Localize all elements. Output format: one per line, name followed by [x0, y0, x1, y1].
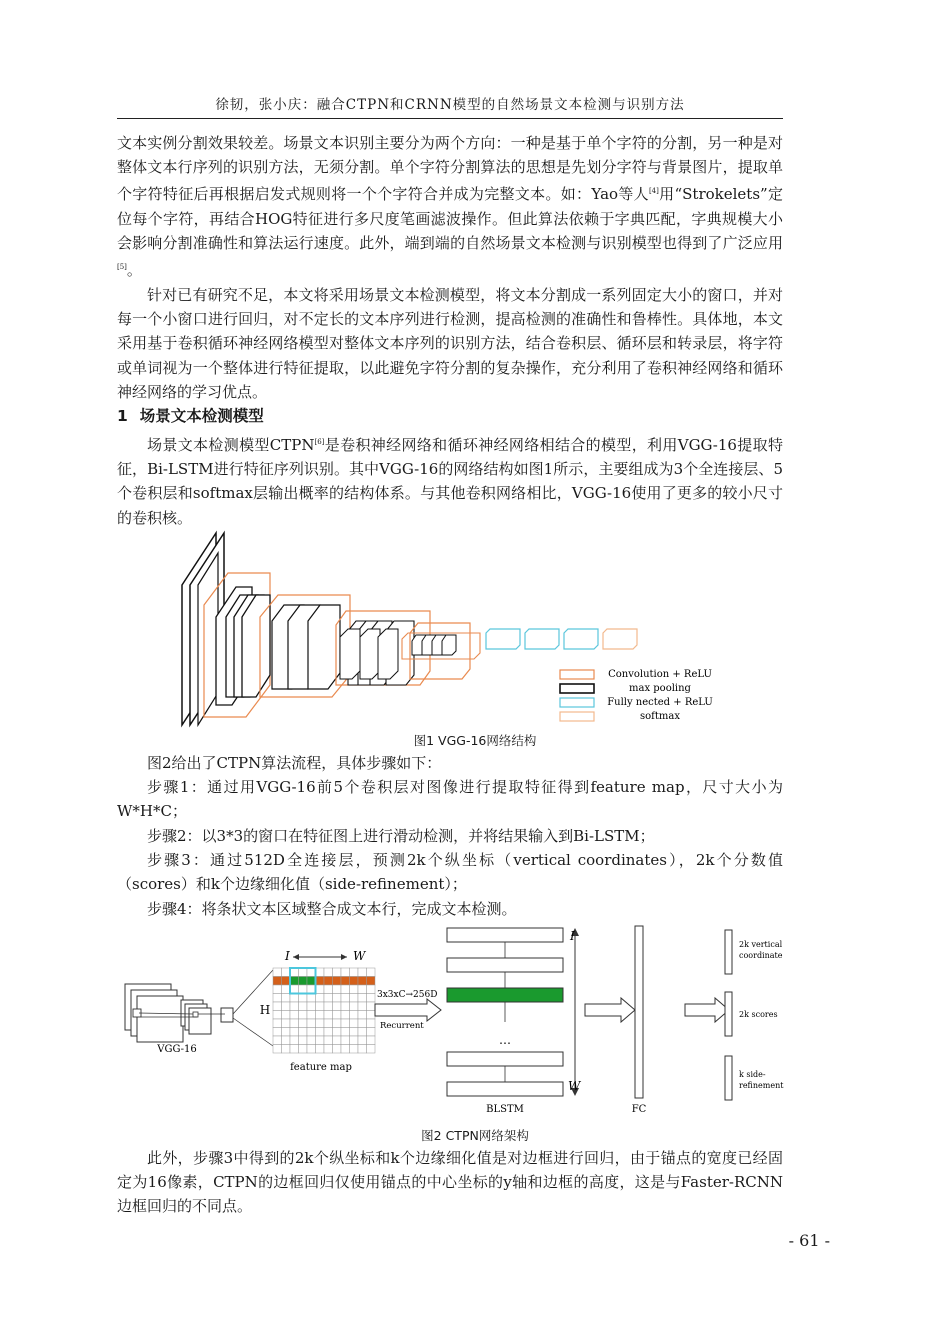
grid-cell [341, 977, 350, 986]
grid-cell [324, 977, 333, 986]
grid-cell [273, 1036, 282, 1045]
grid-cell [324, 1011, 333, 1020]
blstm-label: BLSTM [486, 1104, 524, 1115]
grid-cell [358, 968, 367, 977]
fc-section [585, 926, 729, 1115]
grid-cell [341, 985, 350, 994]
grid-cell [324, 968, 333, 977]
grid-cell [290, 1045, 299, 1054]
grid-cell [290, 1002, 299, 1011]
w-arrow-label: W [353, 949, 366, 963]
grid-cell [307, 985, 316, 994]
feature-map-grid [260, 949, 375, 1073]
grid-cell [282, 985, 291, 994]
grid-cell [273, 968, 282, 977]
grid-cell [367, 994, 376, 1003]
paragraph-5: 此外，步骤3中得到的2k个纵坐标和k个边缘细化值是对边框进行回归，由于锚点的宽度已经固定为16像素，CTPN的边框回归仅使用锚点的中心坐标的y轴和边框的高度，这是与Faster-RCNN边框回归的不同点。 [117, 1149, 783, 1216]
grid-cell [350, 1028, 359, 1037]
h-label: H [259, 1003, 271, 1017]
grid-cell [307, 1002, 316, 1011]
legend-pool-label: max pooling [629, 683, 691, 694]
grid-cell [299, 1045, 308, 1054]
step-2: 步骤2：以3*3的窗口在特征图上进行滑动检测，并将结果输入到Bi-LSTM； [147, 827, 655, 845]
pool-block-14 [378, 629, 398, 679]
grid-cell [350, 1019, 359, 1028]
grid-cell [307, 994, 316, 1003]
grid-cell [324, 1019, 333, 1028]
grid-cell [333, 1028, 342, 1037]
output-scores-bar [725, 992, 732, 1036]
grid-cell [282, 1011, 291, 1020]
grid-cell [341, 994, 350, 1003]
fc-layer [635, 926, 643, 1098]
input-image-3 [137, 996, 183, 1042]
grid-cell [367, 1036, 376, 1045]
grid-cell [299, 1019, 308, 1028]
softmax-block [603, 629, 637, 649]
legend-swatch-fc [560, 698, 594, 707]
output-vertical-label-2: coordinate [739, 951, 783, 960]
grid-cell [282, 994, 291, 1003]
legend-swatch-pool [560, 684, 594, 693]
blstm-stack [447, 928, 582, 1115]
grid-cell [324, 1028, 333, 1037]
feat-stack-3 [189, 1008, 211, 1034]
grid-cell [350, 1036, 359, 1045]
grid-cell [273, 1002, 282, 1011]
blstm-row-2 [447, 958, 563, 972]
grid-cell [341, 1036, 350, 1045]
grid-cell [282, 1045, 291, 1054]
grid-cell [358, 1002, 367, 1011]
paragraph-1 [117, 131, 783, 282]
grid-cell [333, 1011, 342, 1020]
grid-cell [367, 985, 376, 994]
para3-text: 场景文本检测模型CTPN [147, 436, 315, 454]
side-axis-top-label: I [570, 929, 575, 943]
grid-cell [299, 1011, 308, 1020]
grid-cell [273, 1011, 282, 1020]
grid-cell [358, 1045, 367, 1054]
grid-cell [341, 1028, 350, 1037]
grid-cell [324, 985, 333, 994]
grid-cell [367, 1002, 376, 1011]
grid-cell [282, 1002, 291, 1011]
grid-cell [350, 968, 359, 977]
running-header: 徐韧，张小庆：融合CTPN和CRNN模型的自然场景文本检测与识别方法 [215, 97, 685, 113]
grid-cell [316, 985, 325, 994]
grid-cell [324, 1002, 333, 1011]
grid-cell [282, 977, 291, 986]
grid-cell [273, 994, 282, 1003]
figure-2-caption: 图2 CTPN网络架构 [421, 1128, 529, 1143]
grid-cell [299, 968, 308, 977]
citation-4[interactable]: [4] [648, 187, 659, 196]
grid-cell [316, 977, 325, 986]
grid-cell [358, 1028, 367, 1037]
vgg-legend [560, 669, 713, 722]
grid-cell [273, 977, 282, 986]
legend-swatch-conv [560, 670, 594, 679]
grid-cell [299, 1036, 308, 1045]
grid-cell [367, 1045, 376, 1054]
grid-cell [333, 1019, 342, 1028]
grid-cell [324, 1036, 333, 1045]
small-feat [221, 1008, 233, 1022]
w-arrow-left-label: I [285, 949, 290, 963]
output-vertical-label-1: 2k vertical [739, 940, 783, 949]
grid-cell [350, 994, 359, 1003]
grid-cell [333, 985, 342, 994]
grid-cells [273, 968, 375, 1053]
grid-cell [333, 1045, 342, 1054]
recurrent-arrow [375, 990, 441, 1031]
figure-vgg16 [170, 525, 730, 730]
recurrent-arrow-shape [375, 999, 441, 1021]
grid-cell [307, 968, 316, 977]
output-scores-label: 2k scores [739, 1010, 778, 1019]
grid-cell [282, 1019, 291, 1028]
blstm-row-1 [447, 928, 563, 942]
fc-label: FC [631, 1104, 647, 1115]
grid-cell [282, 1036, 291, 1045]
grid-cell [316, 1045, 325, 1054]
grid-cell [333, 968, 342, 977]
fc-block-1 [486, 629, 520, 649]
para3-text-end: 是卷积神经网络和循环神经网络相结合的模型，利用VGG-16提取特征，Bi-LSTM进行特征序列识别。其中VGG-16的网络结构如图1所示，主要组成为3个全连接层、5个卷积层和softmax层输出概率的结构体系。与其他卷积网络相比，VGG-16使用了更多的较小尺寸的卷积核。 [117, 436, 784, 527]
legend-softmax-label: softmax [640, 711, 680, 722]
grid-cell [341, 1002, 350, 1011]
grid-cell [273, 1019, 282, 1028]
grid-cell [290, 1011, 299, 1020]
citation-5[interactable]: [5] [117, 263, 127, 272]
grid-cell [299, 1028, 308, 1037]
grid-cell [316, 1036, 325, 1045]
grid-cell [324, 1045, 333, 1054]
grid-cell [316, 1011, 325, 1020]
grid-cell [307, 1028, 316, 1037]
section-number: 1 [117, 407, 128, 425]
paragraph-4: 图2给出了CTPN算法流程，具体步骤如下： [147, 754, 442, 772]
blstm-to-fc-arrow [585, 998, 635, 1022]
grid-cell [333, 1002, 342, 1011]
grid-cell [290, 994, 299, 1003]
grid-cell [367, 1028, 376, 1037]
grid-cell [367, 1019, 376, 1028]
para1-text-mid: 用“Strokelets”定位每个字符，再结合HOG特征进行多尺度笔画滤波操作。但此算法依赖于字典匹配，字典规模大小会影响分割准确性和算法运行速度。此外，端到端的自然场景文本检测与识别模型也得到了广泛应用 [117, 185, 783, 252]
page-number: - 61 - [788, 1231, 830, 1250]
blstm-row-3 [447, 1052, 563, 1066]
blstm-dots: … [499, 1033, 511, 1047]
op-label: 3x3xC→256D [377, 990, 438, 1000]
grid-cell [358, 977, 367, 986]
grid-cell [307, 1011, 316, 1020]
grid-cell [290, 977, 299, 986]
grid-cell [290, 1036, 299, 1045]
grid-cell [316, 1019, 325, 1028]
grid-cell [350, 1045, 359, 1054]
grid-cell [333, 977, 342, 986]
para1-text-end: 。 [126, 261, 142, 280]
pool-block-13 [360, 629, 380, 679]
fc-block-2 [525, 629, 559, 649]
grid-cell [273, 1045, 282, 1054]
grid-cell [290, 1028, 299, 1037]
grid-cell [316, 1028, 325, 1037]
legend-swatch-softmax [560, 712, 594, 721]
output-side-label-2: refinement [739, 1081, 784, 1090]
width-arrow-head-right [341, 954, 347, 960]
paragraph-2: 针对已有研究不足，本文将采用场景文本检测模型，将文本分割成一系列固定大小的窗口，并对每一个小窗口进行回归，对不定长的文本序列进行检测，提高检测的准确性和鲁棒性。具体地，本文采用基于卷积循环神经网络模型对整体文本序列的识别方法，结合卷积层、循环层和转录层，将字符或单词视为一个整体进行特征提取，以此避免字符分割的复杂操作，充分利用了卷积神经网络和循环神经网络的学习优点。 [117, 286, 783, 401]
side-axis-label: W [568, 1079, 581, 1093]
step-4: 步骤4：将条状文本区域整合成文本行，完成文本检测。 [147, 900, 517, 918]
figure-1-caption: 图1 VGG-16网络结构 [413, 733, 537, 748]
grid-cell [341, 1045, 350, 1054]
header-rule [117, 118, 783, 119]
recurrent-label: Recurrent [380, 1021, 424, 1031]
pool-block-12 [340, 629, 360, 679]
para1-text: 文本实例分割效果较差。场景文本识别主要分为两个方向：一种是基于单个字符的分割，另一种是对整体文本行序列的识别方法，无须分割。单个字符分割算法的思想是先划分字符与背景图片，提取单个字符特征后再根据启发式规则将一个个字符合并成为完整文本。如：Yao等人 [117, 134, 783, 204]
outputs [725, 930, 784, 1100]
grid-cell [350, 985, 359, 994]
grid-cell [358, 994, 367, 1003]
grid-cell [316, 968, 325, 977]
output-side-label-1: k side- [739, 1070, 766, 1079]
grid-cell [324, 994, 333, 1003]
grid-cell [290, 985, 299, 994]
width-arrow-head-left [293, 954, 299, 960]
grid-cell [299, 977, 308, 986]
grid-cell [273, 1028, 282, 1037]
section-title: 场景文本检测模型 [139, 407, 264, 425]
feature-map-label: feature map [290, 1062, 352, 1073]
grid-cell [358, 1011, 367, 1020]
grid-cell [341, 968, 350, 977]
blstm-row-4 [447, 1082, 563, 1096]
vgg-input-stack [125, 970, 273, 1055]
grid-cell [282, 1028, 291, 1037]
output-vertical-bar [725, 930, 732, 974]
pool-block-7 [308, 605, 340, 689]
paragraph-3 [117, 430, 783, 530]
pool-block-18 [442, 635, 456, 655]
blstm-row-active [447, 988, 563, 1002]
grid-cell [290, 1019, 299, 1028]
output-side-bar [725, 1056, 732, 1100]
grid-cell [358, 1036, 367, 1045]
fc-to-output-arrow [685, 998, 729, 1022]
grid-cell [282, 968, 291, 977]
grid-cell [350, 1002, 359, 1011]
legend-fc-label: Fully nected + ReLU [607, 697, 713, 708]
grid-cell [367, 1011, 376, 1020]
grid-cell [358, 985, 367, 994]
legend-conv-label: Convolution + ReLU [608, 669, 712, 680]
grid-cell [341, 1011, 350, 1020]
vgg16-label: VGG-16 [157, 1044, 197, 1055]
grid-cell [367, 968, 376, 977]
grid-cell [358, 1019, 367, 1028]
grid-cell [290, 968, 299, 977]
grid-cell [341, 1019, 350, 1028]
grid-cell [350, 977, 359, 986]
grid-cell [316, 994, 325, 1003]
grid-cell [350, 1011, 359, 1020]
section-heading [117, 404, 783, 426]
grid-cell [299, 985, 308, 994]
grid-cell [333, 994, 342, 1003]
fc-block-3 [564, 629, 598, 649]
grid-cell [333, 1036, 342, 1045]
grid-cell [299, 994, 308, 1003]
citation-6[interactable]: [6] [314, 438, 325, 446]
step-1: 步骤1：通过用VGG-16前5个卷积层对图像进行提取特征得到feature map，尺寸大小为W*H*C； [117, 778, 783, 821]
grid-cell [307, 1019, 316, 1028]
grid-cell [367, 977, 376, 986]
grid-cell [273, 985, 282, 994]
vgg-layers [182, 533, 637, 725]
step-3: 步骤3：通过512D全连接层，预测2k个纵坐标（vertical coordinates），2k个分数值（scores）和k个边缘细化值（side-refinement）； [117, 851, 783, 894]
projection-line-5 [233, 1018, 273, 1046]
grid-cell [299, 1002, 308, 1011]
feat-window [193, 1012, 198, 1017]
grid-cell [307, 1036, 316, 1045]
grid-cell [307, 1045, 316, 1054]
grid-cell [316, 1002, 325, 1011]
grid-cell [307, 977, 316, 986]
figure-ctpn [115, 922, 785, 1122]
